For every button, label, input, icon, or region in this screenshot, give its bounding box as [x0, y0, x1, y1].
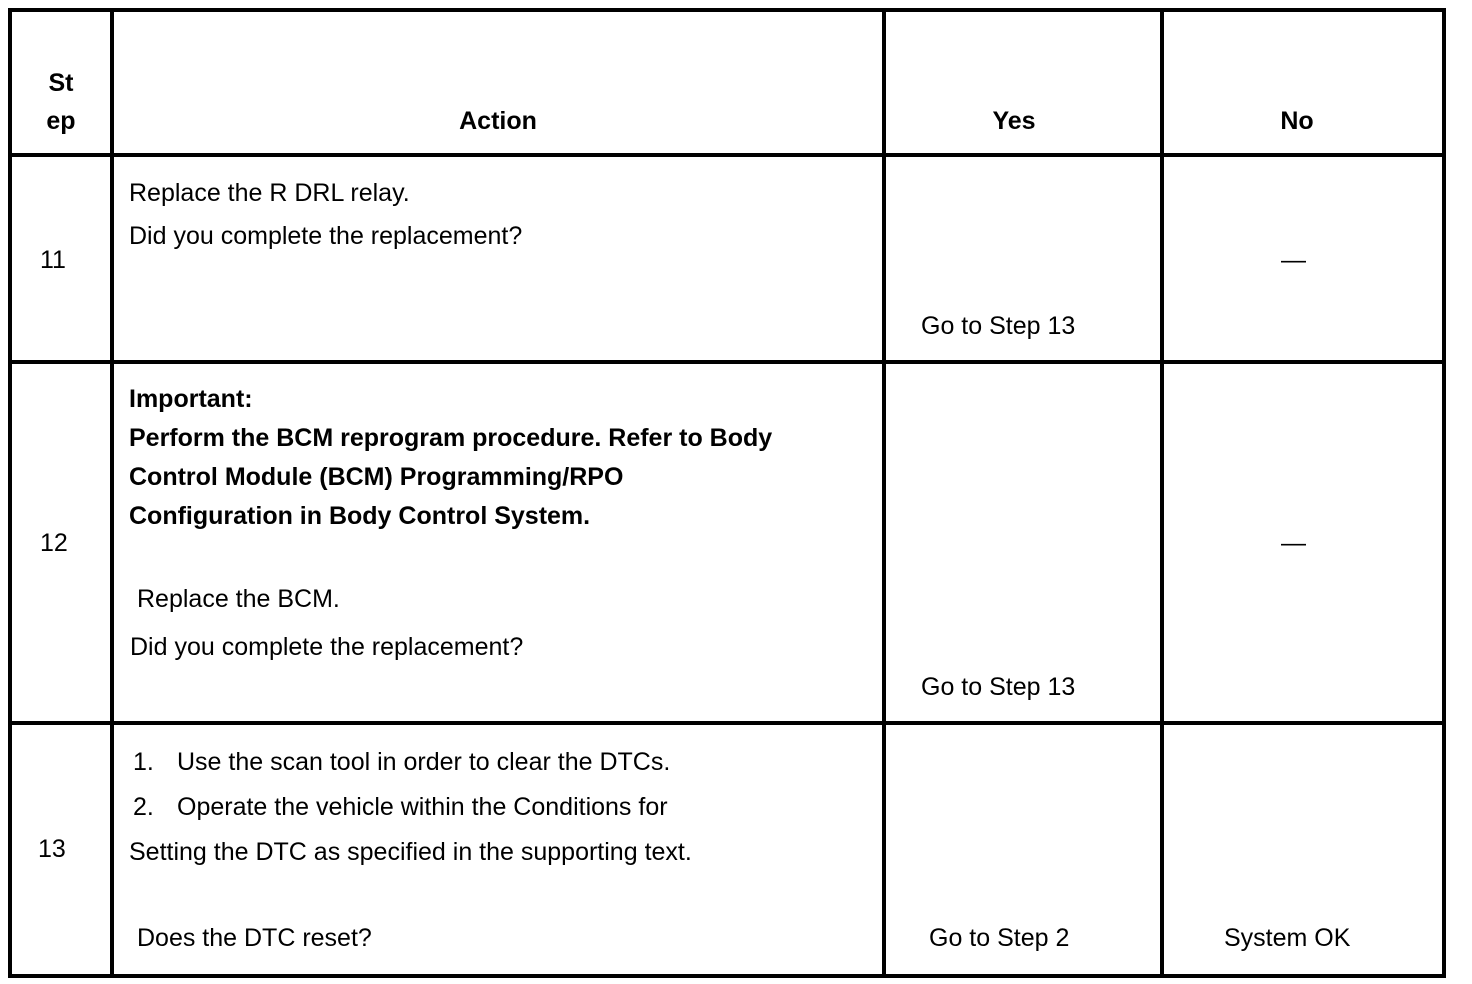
- action-question: Did you complete the replacement?: [129, 222, 523, 250]
- no-result: —: [1281, 246, 1306, 274]
- list-item-number: 2.: [133, 793, 154, 821]
- important-line: Control Module (BCM) Programming/RPO: [129, 463, 624, 491]
- row-divider-11: [8, 360, 1446, 364]
- action-text: Replace the BCM.: [137, 585, 340, 613]
- list-item-text: Operate the vehicle within the Conditions for: [177, 793, 668, 821]
- action-question: Did you complete the replacement?: [130, 633, 524, 661]
- yes-result: Go to Step 13: [921, 673, 1076, 701]
- step-number: 11: [40, 246, 66, 274]
- header-action: Action: [459, 107, 537, 135]
- header-no: No: [1280, 107, 1314, 135]
- action-text: Replace the R DRL relay.: [129, 179, 410, 207]
- header-yes: Yes: [992, 107, 1036, 135]
- important-line: Configuration in Body Control System.: [129, 502, 591, 530]
- list-item-number: 1.: [133, 748, 154, 776]
- list-item-text: Use the scan tool in order to clear the DTCs.: [177, 748, 671, 776]
- important-label: Important:: [129, 385, 253, 413]
- no-result: —: [1281, 529, 1306, 557]
- row-divider-12: [8, 721, 1446, 725]
- step-number: 13: [38, 835, 66, 863]
- header-step-line2: ep: [46, 107, 76, 135]
- step-number: 12: [40, 529, 68, 557]
- important-line: Perform the BCM reprogram procedure. Refer to Body: [129, 424, 773, 452]
- header-step-line1: St: [48, 69, 74, 97]
- header-divider: [8, 153, 1446, 157]
- no-result: System OK: [1224, 924, 1351, 952]
- table-border-top: [8, 8, 1446, 12]
- action-question: Does the DTC reset?: [137, 924, 372, 952]
- yes-result: Go to Step 2: [929, 924, 1070, 952]
- diagnostic-table: [8, 8, 1446, 978]
- action-continuation: Setting the DTC as specified in the supporting text.: [129, 838, 692, 866]
- yes-result: Go to Step 13: [921, 312, 1076, 340]
- header-step: [12, 64, 110, 140]
- table-border-bottom: [8, 974, 1446, 978]
